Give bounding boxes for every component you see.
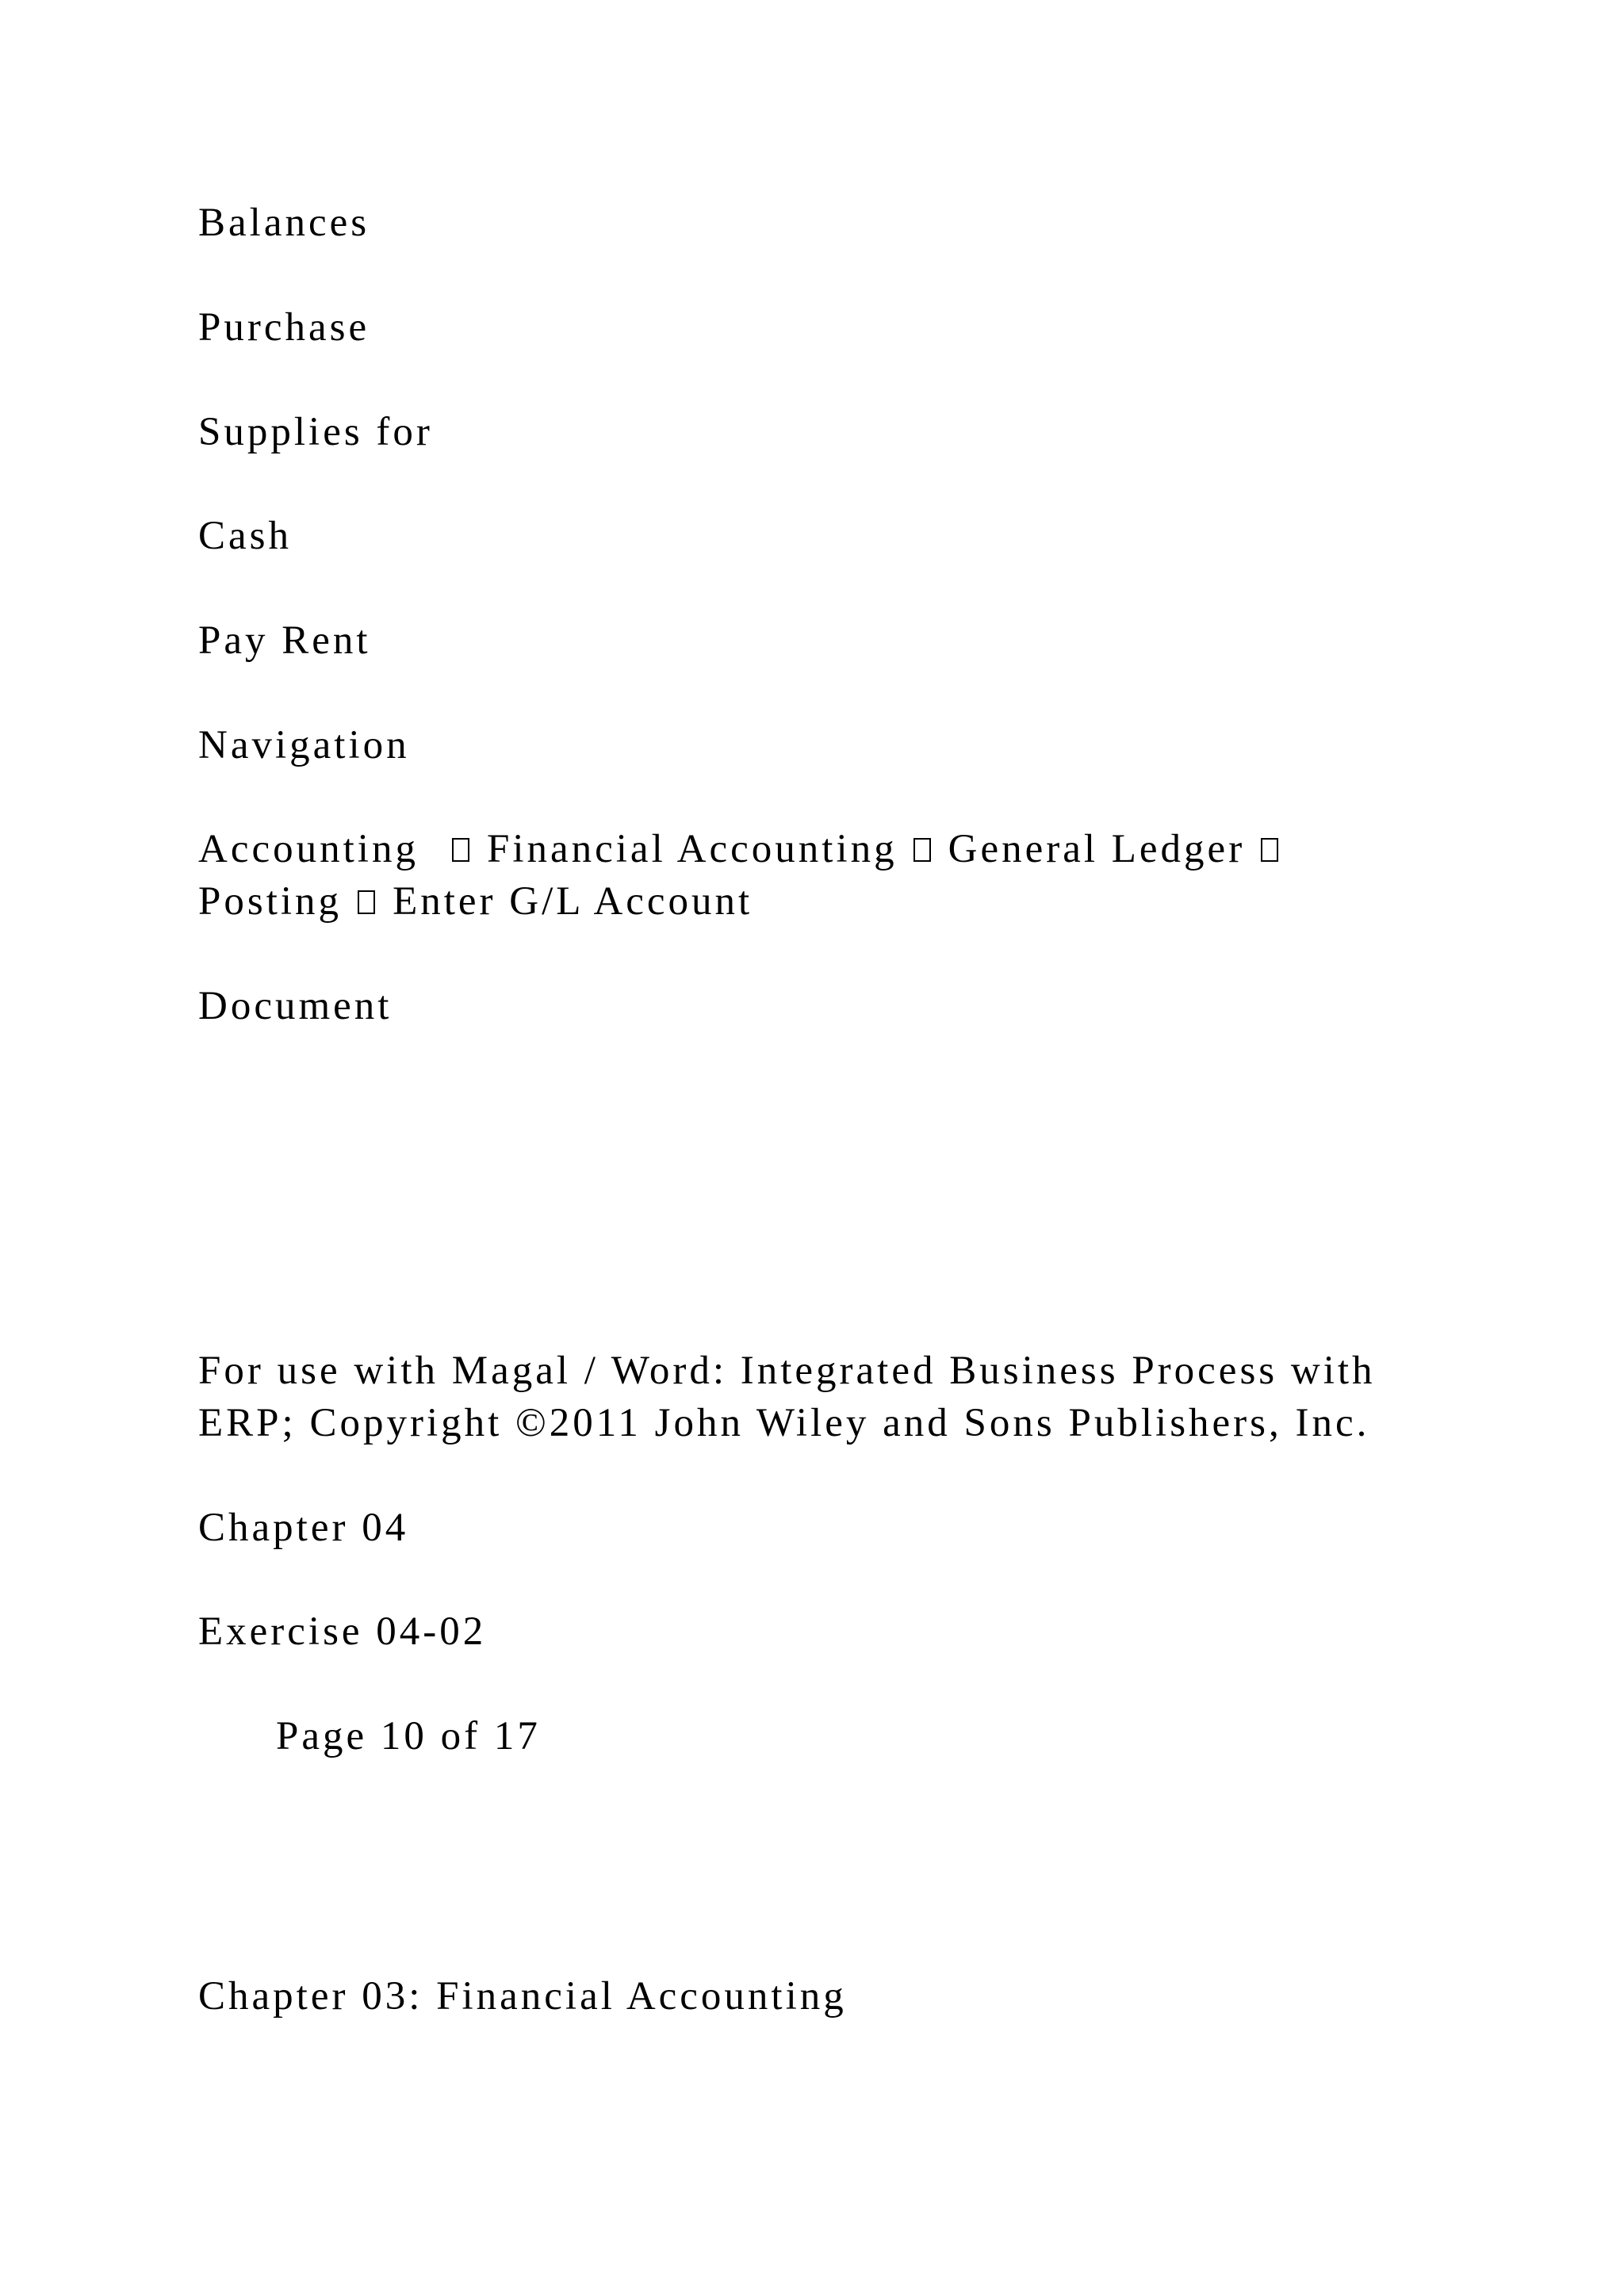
text-cash: Cash — [198, 514, 292, 558]
nav-accounting: Accounting — [198, 827, 419, 871]
arrow-box-icon — [358, 890, 375, 914]
copyright-line-1: For use with Magal / Word: Integrated Business Process with — [198, 1349, 1376, 1393]
text-navigation: Navigation — [198, 723, 410, 767]
arrow-box-icon — [914, 838, 931, 862]
text-supplies-for: Supplies for — [198, 410, 433, 454]
copyright-line-2: ERP; Copyright ©2011 John Wiley and Sons Publishers, Inc. — [198, 1401, 1370, 1445]
text-document: Document — [198, 984, 393, 1028]
nav-general-ledger: General Ledger — [948, 827, 1246, 871]
text-balances: Balances — [198, 201, 370, 245]
chapter-label: Chapter 04 — [198, 1506, 409, 1550]
nav-financial-accounting: Financial Accounting — [486, 827, 898, 871]
exercise-label: Exercise 04-02 — [198, 1609, 487, 1654]
arrow-box-icon — [452, 838, 469, 862]
nav-posting: Posting — [198, 879, 343, 924]
navigation-path-line-2 — [198, 875, 753, 928]
page-number: Page 10 of 17 — [276, 1714, 541, 1758]
text-pay-rent: Pay Rent — [198, 618, 371, 663]
nav-enter-gl-account: Enter G/L Account — [393, 879, 753, 924]
navigation-path-line-1 — [198, 823, 1296, 875]
text-purchase: Purchase — [198, 305, 370, 350]
arrow-box-icon — [1261, 838, 1278, 862]
chapter-title: Chapter 03: Financial Accounting — [198, 1974, 847, 2019]
